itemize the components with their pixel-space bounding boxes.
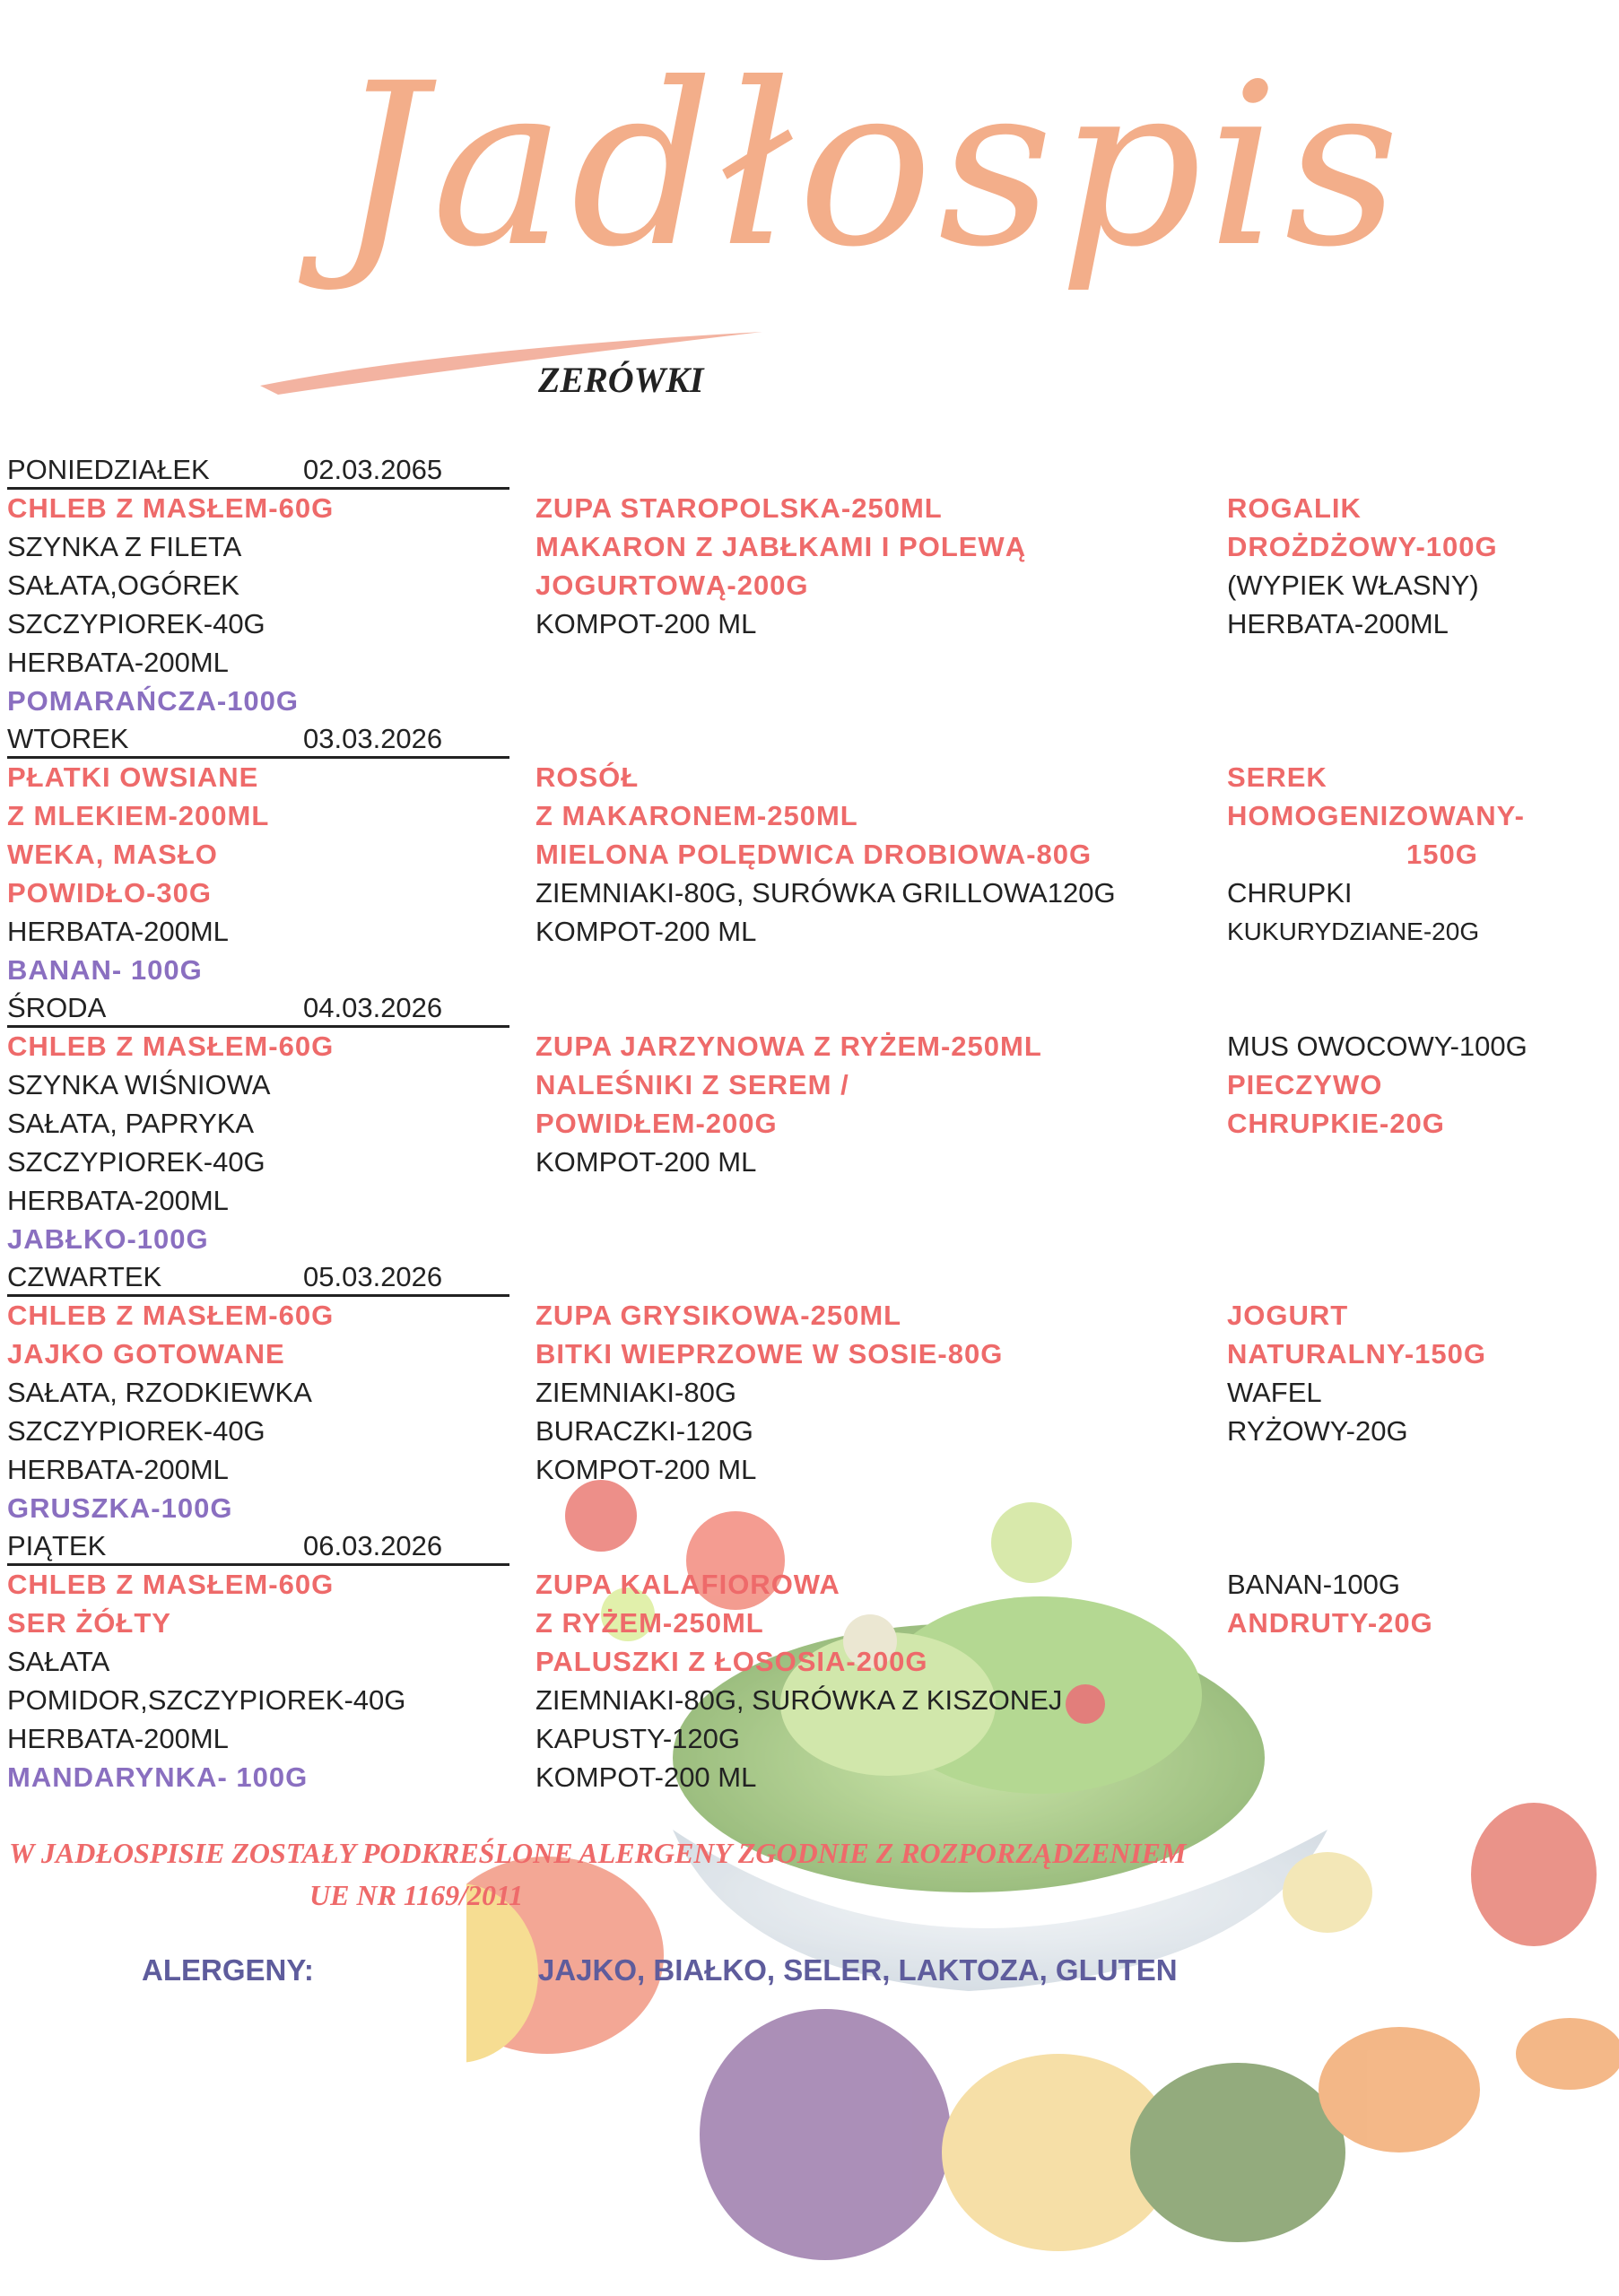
breakfast-column [7,1027,334,1258]
day-header [7,1529,509,1566]
menu-item: CHLEB Z MASŁEM-60G [7,1300,335,1331]
menu-item: POMIDOR,SZCZYPIOREK-40G [7,1684,406,1716]
menu-item: KOMPOT-200 ML [535,916,757,947]
lunch-column [535,489,1026,643]
snack-column [1227,758,1525,951]
day-name: CZWARTEK [7,1261,162,1292]
menu-item: GRUSZKA-100G [7,1492,233,1524]
menu-item: ZIEMNIAKI-80G [535,1377,736,1408]
menu-item: ZIEMNIAKI-80G, SURÓWKA Z KISZONEJ [535,1684,1063,1716]
menu-item: KAPUSTY-120G [535,1723,741,1754]
menu-item: MAKARON Z JABŁKAMI I POLEWĄ [535,531,1027,562]
menu-item: SAŁATA,OGÓREK [7,570,239,601]
page-title: Jadłospis [336,35,1406,296]
menu-item: KOMPOT-200 ML [535,608,757,639]
menu-item: HERBATA-200ML [7,1185,229,1216]
day-name: WTOREK [7,723,129,754]
day-date: 02.03.2065 [303,454,443,485]
menu-item: MUS OWOCOWY-100G [1227,1031,1528,1062]
menu-item: ROGALIK [1227,492,1362,524]
menu-item: MIELONA POLĘDWICA DROBIOWA-80G [535,839,1092,870]
menu-item: SZCZYPIOREK-40G [7,1415,265,1447]
allergen-note: W JADŁOSPISIE ZOSTAŁY PODKREŚLONE ALERGENY ZGODNIE Z ROZPORZĄDZENIEM [9,1837,1187,1869]
day-header [7,1260,509,1297]
day-date: 03.03.2026 [303,723,443,754]
day-header [7,991,509,1028]
menu-item: POWIDŁO-30G [7,877,213,909]
menu-item: ZUPA GRYSIKOWA-250ML [535,1300,902,1331]
menu-item: (WYPIEK WŁASNY) [1227,570,1479,601]
menu-item: KOMPOT-200 ML [535,1761,757,1793]
menu-item: 150G [1406,839,1478,870]
lunch-column [535,758,1116,951]
menu-item: PIECZYWO [1227,1069,1383,1100]
menu-item: WAFEL [1227,1377,1322,1408]
menu-item: WEKA, MASŁO [7,839,218,870]
snack-column [1227,1027,1528,1143]
snack-column [1227,1296,1486,1450]
menu-item: KOMPOT-200 ML [535,1146,757,1178]
menu-item: SEREK [1227,761,1327,793]
menu-item: CHRUPKIE-20G [1227,1108,1445,1139]
menu-item: PALUSZKI Z ŁOSOSIA-200G [535,1646,928,1677]
day-date: 06.03.2026 [303,1530,443,1561]
menu-item: BANAN- 100G [7,954,203,986]
menu-item: SAŁATA, RZODKIEWKA [7,1377,312,1408]
menu-item: POWIDŁEM-200G [535,1108,778,1139]
menu-item: SZCZYPIOREK-40G [7,608,265,639]
menu-item: MANDARYNKA- 100G [7,1761,309,1793]
day-header [7,453,509,490]
day-date: 05.03.2026 [303,1261,443,1292]
day-header [7,722,509,759]
menu-item: Z MAKARONEM-250ML [535,800,858,831]
menu-item: ANDRUTY-20G [1227,1607,1433,1639]
menu-item: RYŻOWY-20G [1227,1415,1408,1447]
menu-item: SZYNKA WIŚNIOWA [7,1069,271,1100]
menu-item: ZUPA KALAFIOROWA [535,1569,840,1600]
day-name: PONIEDZIAŁEK [7,454,210,485]
menu-item: PŁATKI OWSIANE [7,761,259,793]
allergens-list: JAJKO, BIAŁKO, SELER, LAKTOZA, GLUTEN [538,1953,1178,1987]
menu-item: ZUPA STAROPOLSKA-250ML [535,492,943,524]
menu-item: BURACZKI-120G [535,1415,753,1447]
menu-item: HERBATA-200ML [7,1454,229,1485]
menu-item: SAŁATA [7,1646,110,1677]
day-date: 04.03.2026 [303,992,443,1023]
menu-item: NATURALNY-150G [1227,1338,1487,1370]
menu-item: CHRUPKI [1227,877,1353,909]
menu-item: HERBATA-200ML [7,1723,229,1754]
breakfast-column [7,489,334,720]
menu-item: JAJKO GOTOWANE [7,1338,285,1370]
allergens-label: ALERGENY: [142,1953,314,1987]
snack-column [1227,1565,1433,1642]
menu-item: CHLEB Z MASŁEM-60G [7,492,335,524]
menu-item: SZYNKA Z FILETA [7,531,242,562]
menu-item: HERBATA-200ML [7,916,229,947]
menu-item: HOMOGENIZOWANY- [1227,800,1525,831]
page-subtitle: ZERÓWKI [538,360,704,400]
breakfast-column [7,1296,334,1527]
breakfast-column [7,758,269,989]
menu-item: HERBATA-200ML [1227,608,1449,639]
menu-item: HERBATA-200ML [7,647,229,678]
menu-item: CHLEB Z MASŁEM-60G [7,1031,335,1062]
menu-item: KOMPOT-200 ML [535,1454,757,1485]
menu-item: ZUPA JARZYNOWA Z RYŻEM-250ML [535,1031,1042,1062]
menu-item: ROSÓŁ [535,761,640,793]
menu-item: JOGURTOWĄ-200G [535,570,809,601]
lunch-column [535,1565,1062,1796]
menu-item: Z MLEKIEM-200ML [7,800,270,831]
menu-item: SAŁATA, PAPRYKA [7,1108,255,1139]
day-name: PIĄTEK [7,1530,107,1561]
menu-item: SZCZYPIOREK-40G [7,1146,265,1178]
breakfast-column [7,1565,405,1796]
menu-item: POMARAŃCZA-100G [7,685,300,717]
menu-item: JABŁKO-100G [7,1223,209,1255]
menu-item: SER ŻÓŁTY [7,1607,171,1639]
menu-item: KUKURYDZIANE-20G [1227,918,1480,945]
menu-item: JOGURT [1227,1300,1349,1331]
menu-item: NALEŚNIKI Z SEREM / [535,1069,849,1100]
menu-item: BANAN-100G [1227,1569,1400,1600]
lunch-column [535,1296,1003,1489]
lunch-column [535,1027,1042,1181]
menu-item: CHLEB Z MASŁEM-60G [7,1569,335,1600]
menu-item: Z RYŻEM-250ML [535,1607,764,1639]
menu-item: ZIEMNIAKI-80G, SURÓWKA GRILLOWA120G [535,877,1116,909]
snack-column [1227,489,1498,643]
allergen-regulation: UE NR 1169/2011 [309,1879,524,1911]
day-name: ŚRODA [7,992,107,1023]
menu-item: BITKI WIEPRZOWE W SOSIE-80G [535,1338,1004,1370]
menu-item: DROŻDŻOWY-100G [1227,531,1498,562]
